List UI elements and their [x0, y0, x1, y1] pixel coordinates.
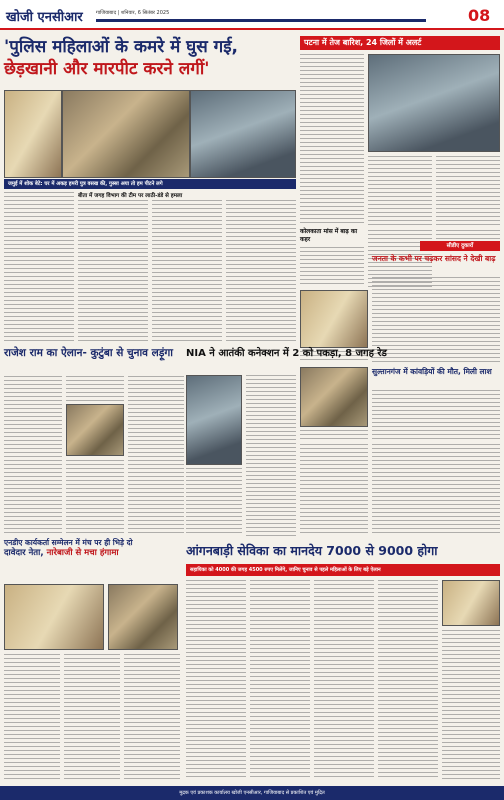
rajesh-photo — [66, 404, 124, 456]
patna-column-1 — [300, 54, 364, 226]
kolkata-headline: कोलकाता मांस में बाढ़ का कहर — [300, 228, 358, 243]
patna-column-3 — [436, 156, 500, 226]
sachin-headline: जनता के कभी पर चढ़कर सांसद ने देखी बाढ़ — [372, 254, 496, 263]
lead-photo-caption: जमुई में शोक बेटे: घर में अकड़ हमरी पुत्र वसख की, गुस्सा अया तो हम पीटने लगे — [4, 179, 296, 189]
masthead-meta: गाजियाबाद | शनिवार, 6 सितंबर 2025 — [96, 10, 170, 16]
sachin-tag: सीडीए दुकारों — [420, 241, 500, 251]
nia-photo — [186, 375, 242, 465]
patna-column-2 — [368, 156, 432, 226]
rajesh-headline: राजेश राम का ऐलान- कुटुंबा से चुनाव लड़ूंगा — [4, 347, 174, 359]
nda-headline — [4, 538, 180, 559]
footer-text: मुद्रक एवं प्रकाशक कार्यालय खोजी एनसीआर, गाजियाबाद से प्रकाशित एवं मुद्रित — [179, 790, 325, 796]
lead-column-3 — [152, 200, 222, 342]
nda-photo — [4, 584, 104, 650]
nda-column-1 — [4, 654, 60, 780]
nia-column-2 — [246, 375, 296, 536]
masthead — [0, 0, 504, 30]
lead-column-2 — [78, 200, 148, 342]
rajesh-column-4 — [128, 376, 184, 536]
patna-photo — [368, 54, 500, 152]
lead-photo-3 — [190, 90, 296, 178]
sultanganj-column-2 — [300, 430, 368, 440]
rajesh-column-3 — [66, 460, 124, 536]
masthead-strip — [96, 19, 426, 22]
anganwadi-column-2 — [250, 580, 310, 780]
sultanganj-headline: सुल्तानगंज में कांवड़ियों की मौत, मिली लाश — [372, 367, 492, 376]
kolkata-column — [300, 247, 364, 287]
nda-column-2 — [64, 654, 120, 780]
sultanganj-photo — [300, 367, 368, 427]
page-number: 08 — [468, 6, 491, 25]
sultanganj-column — [372, 390, 500, 440]
nia-headline: NIA ने आतंकी कनेक्शन में 2 को पकड़ा, 8 जगह रेड — [186, 348, 387, 359]
anganwadi-photo — [442, 580, 500, 626]
nda-headline-line-1: एनडीए कार्यकर्ता सम्मेलन में मंच पर ही भिड़े दो — [4, 538, 133, 547]
lead-photo-1 — [4, 90, 62, 178]
anganwadi-subhead: सहायिका को 4000 की जगह 4500 रुपए मिलेंगे, जानिए चुनाव से पहले महिलाओं के लिए बड़े ऐलान — [186, 564, 500, 576]
lead-subhead: बीता में जगह विभाग की टीम पर लाठी-डंडे से हमला — [78, 193, 183, 199]
sachin-photo — [300, 290, 368, 348]
anganwadi-column-3 — [314, 580, 374, 780]
patna-banner: पटना में तेज बारिश, 24 जिलों में अलर्ट — [300, 36, 500, 50]
anganwadi-column-1 — [186, 580, 246, 780]
lead-photo-2 — [62, 90, 190, 178]
nia-column-3 — [300, 444, 368, 536]
lead-column-4 — [226, 200, 296, 342]
nia-column-4 — [372, 444, 500, 536]
rajesh-column-1 — [4, 376, 62, 536]
anganwadi-headline: आंगनबाड़ी सेविका का मानदेय 7000 से 9000 होगा — [186, 543, 438, 558]
lead-headline-line-2: छेड़खानी और मारपीट करने लगीं' — [4, 59, 210, 79]
footer — [0, 786, 504, 800]
nda-photo-inset — [108, 584, 178, 650]
rajesh-column-2 — [66, 376, 124, 402]
nda-headline-part-a: दावेदार नेता, — [4, 548, 44, 558]
nda-column-3 — [124, 654, 180, 780]
logo: खोजी एनसीआर — [6, 10, 83, 25]
anganwadi-column-4 — [378, 580, 438, 780]
sachin-column — [372, 277, 500, 363]
nia-column-1 — [186, 468, 242, 536]
lead-column-1 — [4, 192, 74, 342]
kolkata-column-3 — [436, 230, 500, 240]
lead-headline — [4, 36, 296, 86]
nda-headline-part-b: नारेबाजी से मचा हंगामा — [46, 548, 119, 558]
anganwadi-column-5 — [442, 630, 500, 780]
lead-headline-line-1: 'पुलिस महिलाओं के कमरे में घुस गई, — [4, 37, 239, 57]
nda-headline-line-2 — [4, 548, 180, 559]
